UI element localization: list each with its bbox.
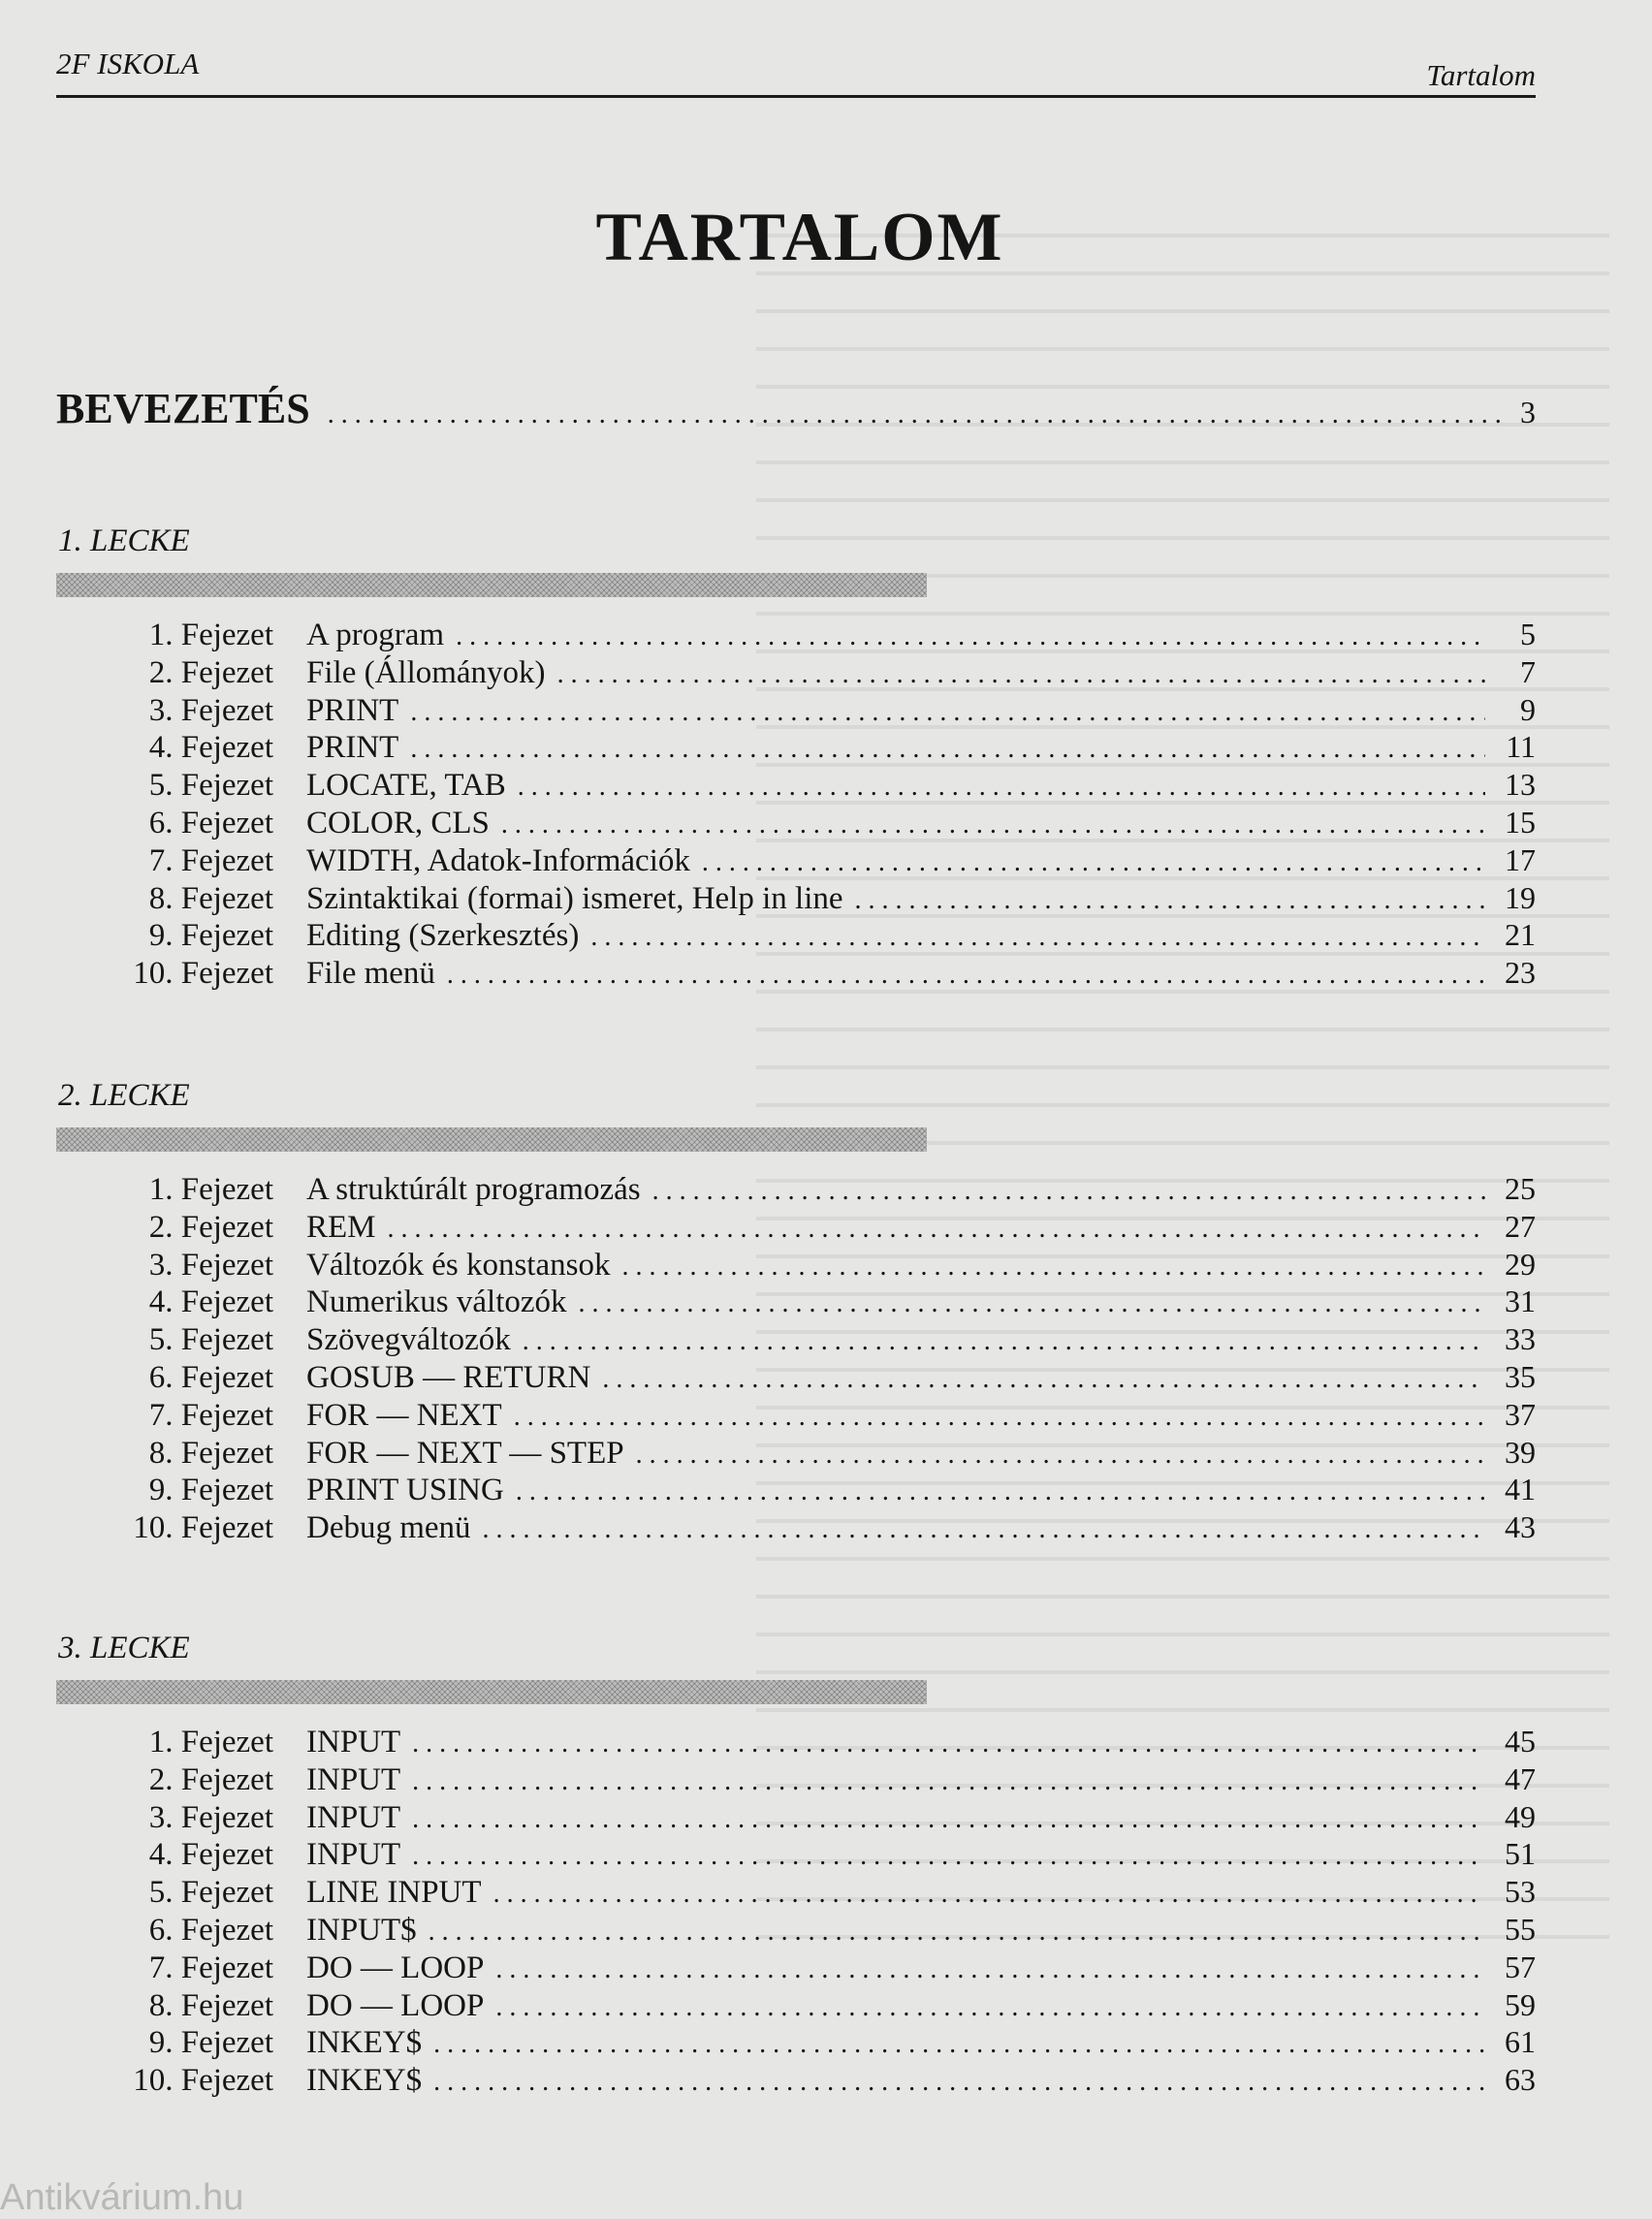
dot-leader xyxy=(483,1514,1485,1545)
chapter-label: 1. Fejezet xyxy=(148,618,273,652)
dot-leader xyxy=(702,847,1485,878)
dot-leader xyxy=(621,1252,1485,1283)
chapter-title: PRINT USING xyxy=(306,1473,504,1508)
chapter-title: File (Állományok) xyxy=(306,654,546,690)
watermark-text: Antikvárium.hu xyxy=(0,2177,244,2218)
dot-leader xyxy=(602,1364,1485,1395)
chapter-entry xyxy=(56,2062,1536,2100)
dot-leader xyxy=(493,1879,1485,1910)
chapter-title: INPUT xyxy=(306,1799,401,1835)
chapter-label: 7. Fejezet xyxy=(148,1397,273,1433)
chapter-label: 10. Fejezet xyxy=(133,956,273,992)
chapter-entry xyxy=(56,2024,1536,2062)
toc-intro-entry xyxy=(56,384,1536,433)
intro-label: BEVEZETÉS xyxy=(56,385,310,432)
chapter-label: 5. Fejezet xyxy=(148,768,273,804)
chapter-label: 10. Fejezet xyxy=(133,2063,273,2099)
dot-leader xyxy=(636,1440,1485,1471)
chapter-page: 13 xyxy=(1505,767,1536,803)
lesson-title: 2. LECKE xyxy=(58,1078,190,1113)
chapter-title: DO — LOOP xyxy=(306,1950,485,1985)
lesson-title: 1. LECKE xyxy=(58,523,190,558)
chapter-title: LINE INPUT xyxy=(306,1875,482,1911)
chapter-label: 9. Fejezet xyxy=(148,918,273,954)
dot-leader xyxy=(652,1176,1485,1207)
chapter-label: 6. Fejezet xyxy=(148,1912,273,1948)
chapter-page: 37 xyxy=(1505,1396,1536,1432)
dot-leader xyxy=(433,2029,1485,2060)
dot-leader xyxy=(447,960,1485,991)
dot-leader xyxy=(410,697,1485,728)
chapter-page: 23 xyxy=(1505,955,1536,991)
dot-leader xyxy=(429,1917,1485,1948)
dot-leader xyxy=(590,922,1485,953)
chapter-title: Editing (Szerkesztés) xyxy=(306,918,580,954)
chapter-page: 21 xyxy=(1505,917,1536,953)
chapter-label: 4. Fejezet xyxy=(148,1284,273,1320)
chapter-label: 4. Fejezet xyxy=(148,1837,273,1873)
chapter-label: 3. Fejezet xyxy=(148,692,273,728)
dot-leader xyxy=(518,772,1485,803)
chapter-page: 39 xyxy=(1505,1434,1536,1470)
chapter-title: PRINT xyxy=(306,692,399,728)
chapter-entry xyxy=(56,955,1536,993)
chapter-label: 2. Fejezet xyxy=(148,654,273,690)
chapter-entry xyxy=(56,880,1536,918)
chapter-entry xyxy=(56,1761,1536,1799)
chapter-list xyxy=(56,1724,1536,2100)
chapter-title: A program xyxy=(306,618,445,652)
chapter-title: LOCATE, TAB xyxy=(306,768,506,804)
dot-leader xyxy=(433,2067,1485,2098)
chapter-entry xyxy=(56,1397,1536,1435)
running-header xyxy=(56,47,1536,97)
dot-leader xyxy=(412,1841,1485,1872)
dot-leader xyxy=(516,1476,1485,1507)
chapter-label: 1. Fejezet xyxy=(148,1725,273,1759)
chapter-label: 3. Fejezet xyxy=(148,1247,273,1283)
chapter-page: 47 xyxy=(1505,1760,1536,1796)
chapter-entry xyxy=(56,1171,1536,1209)
chapter-label: 8. Fejezet xyxy=(148,1435,273,1471)
chapter-page: 15 xyxy=(1505,804,1536,840)
dot-leader xyxy=(495,1992,1485,2023)
chapter-entry xyxy=(56,1472,1536,1509)
chapter-entry xyxy=(56,1284,1536,1321)
chapter-page: 27 xyxy=(1505,1208,1536,1244)
chapter-page: 19 xyxy=(1505,879,1536,915)
chapter-page: 51 xyxy=(1505,1836,1536,1872)
chapter-title: Debug menü xyxy=(306,1510,471,1546)
chapter-title: INPUT xyxy=(306,1761,401,1797)
intro-page: 3 xyxy=(1520,395,1536,429)
chapter-page: 11 xyxy=(1506,729,1536,765)
dot-leader xyxy=(410,734,1485,765)
chapter-page: 55 xyxy=(1505,1911,1536,1947)
chapter-entry xyxy=(56,1836,1536,1874)
chapter-title: PRINT xyxy=(306,730,399,766)
chapter-title: INPUT$ xyxy=(306,1912,417,1948)
dot-leader xyxy=(412,1766,1485,1797)
dot-leader xyxy=(328,399,1503,430)
chapter-page: 33 xyxy=(1505,1321,1536,1357)
chapter-entry xyxy=(56,1874,1536,1912)
lesson-section xyxy=(56,1631,1536,2100)
chapter-label: 5. Fejezet xyxy=(148,1322,273,1358)
chapter-entry xyxy=(56,1359,1536,1397)
chapter-title: DO — LOOP xyxy=(306,1987,485,2023)
chapter-title: WIDTH, Adatok-Információk xyxy=(306,842,690,878)
header-section-name: Tartalom xyxy=(1426,58,1536,92)
dot-leader xyxy=(501,809,1485,840)
chapter-page: 57 xyxy=(1505,1949,1536,1984)
chapter-label: 2. Fejezet xyxy=(148,1209,273,1245)
chapter-entry xyxy=(56,1987,1536,2025)
chapter-list xyxy=(56,617,1536,993)
lesson-section xyxy=(56,523,1536,993)
chapter-label: 7. Fejezet xyxy=(148,1950,273,1985)
chapter-entry xyxy=(56,654,1536,692)
chapter-entry xyxy=(56,617,1536,654)
dot-leader xyxy=(412,1804,1485,1835)
chapter-page: 43 xyxy=(1505,1509,1536,1545)
dot-leader xyxy=(495,1954,1485,1985)
chapter-page: 5 xyxy=(1520,617,1536,651)
chapter-entry xyxy=(56,1321,1536,1359)
lesson-shaded-bar xyxy=(56,1127,927,1152)
chapter-entry xyxy=(56,917,1536,955)
chapter-title: Szintaktikai (formai) ismeret, Help in line xyxy=(306,880,843,916)
chapter-page: 41 xyxy=(1505,1472,1536,1507)
chapter-page: 53 xyxy=(1505,1874,1536,1910)
chapter-title: REM xyxy=(306,1209,376,1245)
chapter-page: 45 xyxy=(1505,1724,1536,1759)
chapter-page: 9 xyxy=(1520,691,1536,727)
header-rule xyxy=(56,95,1536,98)
chapter-entry xyxy=(56,1435,1536,1473)
chapter-entry xyxy=(56,692,1536,730)
chapter-page: 35 xyxy=(1505,1358,1536,1394)
dot-leader xyxy=(579,1288,1485,1319)
chapter-page: 59 xyxy=(1505,1986,1536,2022)
chapter-entry xyxy=(56,767,1536,805)
chapter-entry xyxy=(56,1799,1536,1837)
chapter-label: 2. Fejezet xyxy=(148,1761,273,1797)
dot-leader xyxy=(855,885,1485,916)
lesson-section xyxy=(56,1078,1536,1547)
chapter-label: 3. Fejezet xyxy=(148,1799,273,1835)
chapter-title: INKEY$ xyxy=(306,2063,423,2099)
lesson-title: 3. LECKE xyxy=(58,1631,190,1665)
lesson-shaded-bar xyxy=(56,1680,927,1704)
chapter-label: 9. Fejezet xyxy=(148,1473,273,1508)
chapter-label: 8. Fejezet xyxy=(148,1987,273,2023)
chapter-entry xyxy=(56,1247,1536,1284)
chapter-page: 25 xyxy=(1505,1171,1536,1206)
chapter-title: FOR — NEXT xyxy=(306,1397,502,1433)
dot-leader xyxy=(557,659,1485,690)
chapter-title: Szövegváltozók xyxy=(306,1322,511,1358)
chapter-title: COLOR, CLS xyxy=(306,805,490,840)
chapter-title: File menü xyxy=(306,956,435,992)
dot-leader xyxy=(388,1214,1485,1245)
dot-leader xyxy=(456,621,1485,652)
chapter-title: INPUT xyxy=(306,1837,401,1873)
chapter-page: 29 xyxy=(1505,1246,1536,1282)
chapter-label: 10. Fejezet xyxy=(133,1510,273,1546)
chapter-entry xyxy=(56,729,1536,767)
chapter-title: INKEY$ xyxy=(306,2025,423,2061)
chapter-title: Változók és konstansok xyxy=(306,1247,611,1283)
chapter-title: INPUT xyxy=(306,1725,401,1759)
chapter-entry xyxy=(56,1209,1536,1247)
chapter-page: 7 xyxy=(1520,653,1536,689)
chapter-page: 17 xyxy=(1505,841,1536,877)
lesson-shaded-bar xyxy=(56,573,927,597)
dot-leader xyxy=(514,1402,1485,1433)
chapter-label: 4. Fejezet xyxy=(148,730,273,766)
chapter-label: 9. Fejezet xyxy=(148,2025,273,2061)
chapter-entry xyxy=(56,805,1536,842)
chapter-page: 61 xyxy=(1505,2024,1536,2060)
chapter-entry xyxy=(56,1950,1536,1987)
chapter-label: 6. Fejezet xyxy=(148,805,273,840)
chapter-title: GOSUB — RETURN xyxy=(306,1359,591,1395)
dot-leader xyxy=(412,1728,1485,1759)
page-title: TARTALOM xyxy=(595,200,1004,275)
chapter-page: 31 xyxy=(1505,1284,1536,1319)
dot-leader xyxy=(523,1326,1485,1357)
chapter-label: 1. Fejezet xyxy=(148,1172,273,1207)
chapter-label: 6. Fejezet xyxy=(148,1359,273,1395)
chapter-entry xyxy=(56,1509,1536,1547)
chapter-label: 8. Fejezet xyxy=(148,880,273,916)
chapter-title: Numerikus változók xyxy=(306,1284,567,1320)
chapter-entry xyxy=(56,1724,1536,1761)
chapter-label: 7. Fejezet xyxy=(148,842,273,878)
chapter-title: A struktúrált programozás xyxy=(306,1172,641,1207)
chapter-page: 63 xyxy=(1505,2062,1536,2098)
chapter-entry xyxy=(56,842,1536,880)
header-series-name: 2F ISKOLA xyxy=(56,47,200,80)
chapter-title: FOR — NEXT — STEP xyxy=(306,1435,624,1471)
chapter-page: 49 xyxy=(1505,1798,1536,1834)
chapter-entry xyxy=(56,1912,1536,1950)
chapter-label: 5. Fejezet xyxy=(148,1875,273,1911)
chapter-list xyxy=(56,1171,1536,1547)
